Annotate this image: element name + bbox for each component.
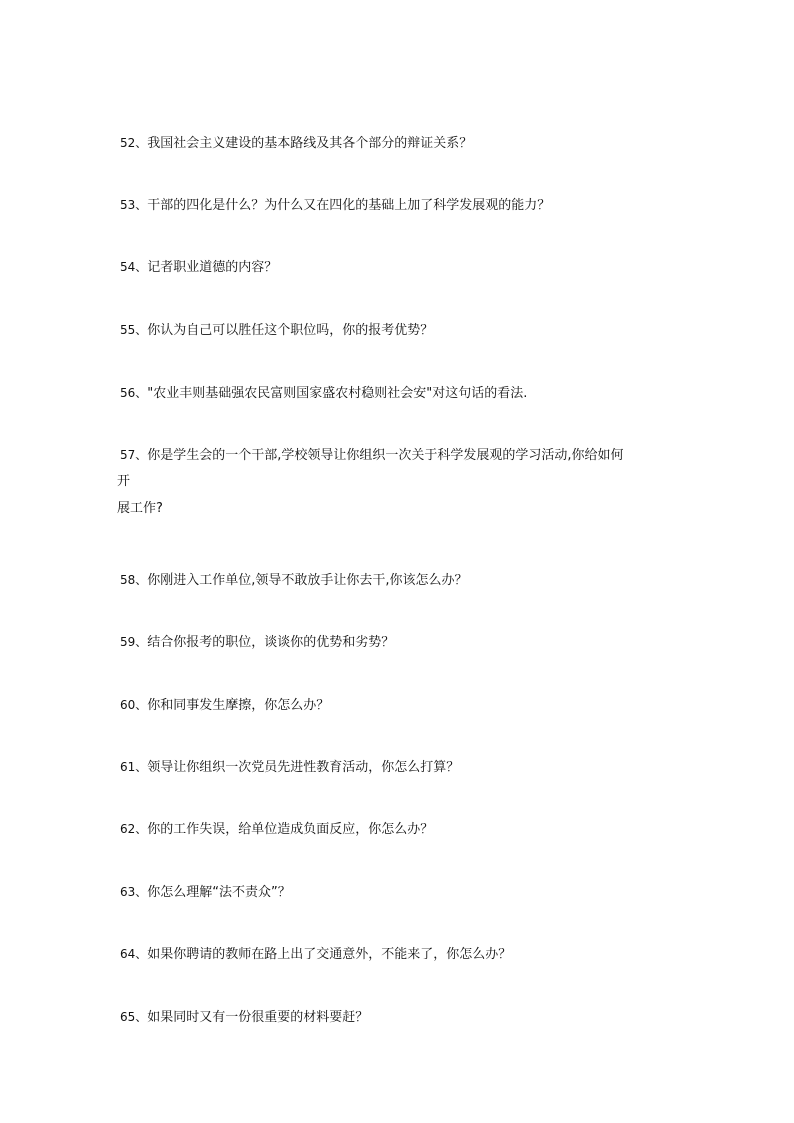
question-number: 60、 [120, 698, 148, 712]
question-number: 65、 [120, 1010, 148, 1024]
question-62 [120, 820, 680, 839]
question-text: 你怎么理解“法不责众”？ [147, 885, 291, 900]
question-text: 如果同时又有一份很重要的材料要赶？ [147, 1010, 369, 1025]
question-text: 你刚进入工作单位,领导不敢放手让你去干,你该怎么办？ [147, 573, 468, 588]
question-60 [120, 696, 680, 715]
question-text: 你的工作失误，给单位造成负面反应，你怎么办？ [147, 822, 434, 837]
question-56 [120, 384, 680, 403]
question-number: 63、 [120, 885, 148, 899]
question-59 [120, 633, 680, 652]
question-65 [120, 1008, 680, 1027]
question-number: 64、 [120, 947, 148, 961]
question-55 [120, 321, 680, 340]
question-number: 53、 [120, 198, 148, 212]
question-text-wrap: 开 [117, 474, 131, 489]
question-61 [120, 758, 680, 777]
question-number: 57、 [120, 448, 148, 462]
question-63 [120, 883, 680, 902]
question-number: 58、 [120, 573, 148, 587]
question-text: "农业丰则基础强农民富则国家盛农村稳则社会安"对这句话的看法. [147, 386, 528, 401]
question-number: 56、 [120, 386, 148, 400]
question-54 [120, 258, 680, 277]
question-text: 你和同事发生摩擦，你怎么办？ [147, 698, 330, 713]
question-text: 如果你聘请的教师在路上出了交通意外，不能来了，你怎么办？ [147, 947, 512, 962]
question-text: 领导让你组织一次党员先进性教育活动，你怎么打算？ [147, 760, 460, 775]
question-52 [120, 134, 680, 153]
question-text: 干部的四化是什么？为什么又在四化的基础上加了科学发展观的能力？ [147, 198, 551, 213]
question-number: 52、 [120, 136, 148, 150]
question-number: 59、 [120, 635, 148, 649]
question-text-wrap: 展工作? [117, 501, 163, 516]
question-number: 61、 [120, 760, 148, 774]
question-text: 我国社会主义建设的基本路线及其各个部分的辩证关系？ [147, 136, 473, 151]
question-text: 你认为自己可以胜任这个职位吗，你的报考优势？ [147, 323, 434, 338]
question-number: 62、 [120, 822, 148, 836]
question-text: 结合你报考的职位，谈谈你的优势和劣势？ [147, 635, 395, 650]
question-number: 54、 [120, 260, 148, 274]
question-text: 记者职业道德的内容？ [147, 260, 278, 275]
question-64 [120, 945, 680, 964]
question-text: 你是学生会的一个干部,学校领导让你组织一次关于科学发展观的学习活动,你给如何 [147, 448, 624, 463]
question-number: 55、 [120, 323, 148, 337]
question-58 [120, 571, 680, 590]
question-57 [117, 446, 680, 518]
question-53 [120, 196, 680, 215]
